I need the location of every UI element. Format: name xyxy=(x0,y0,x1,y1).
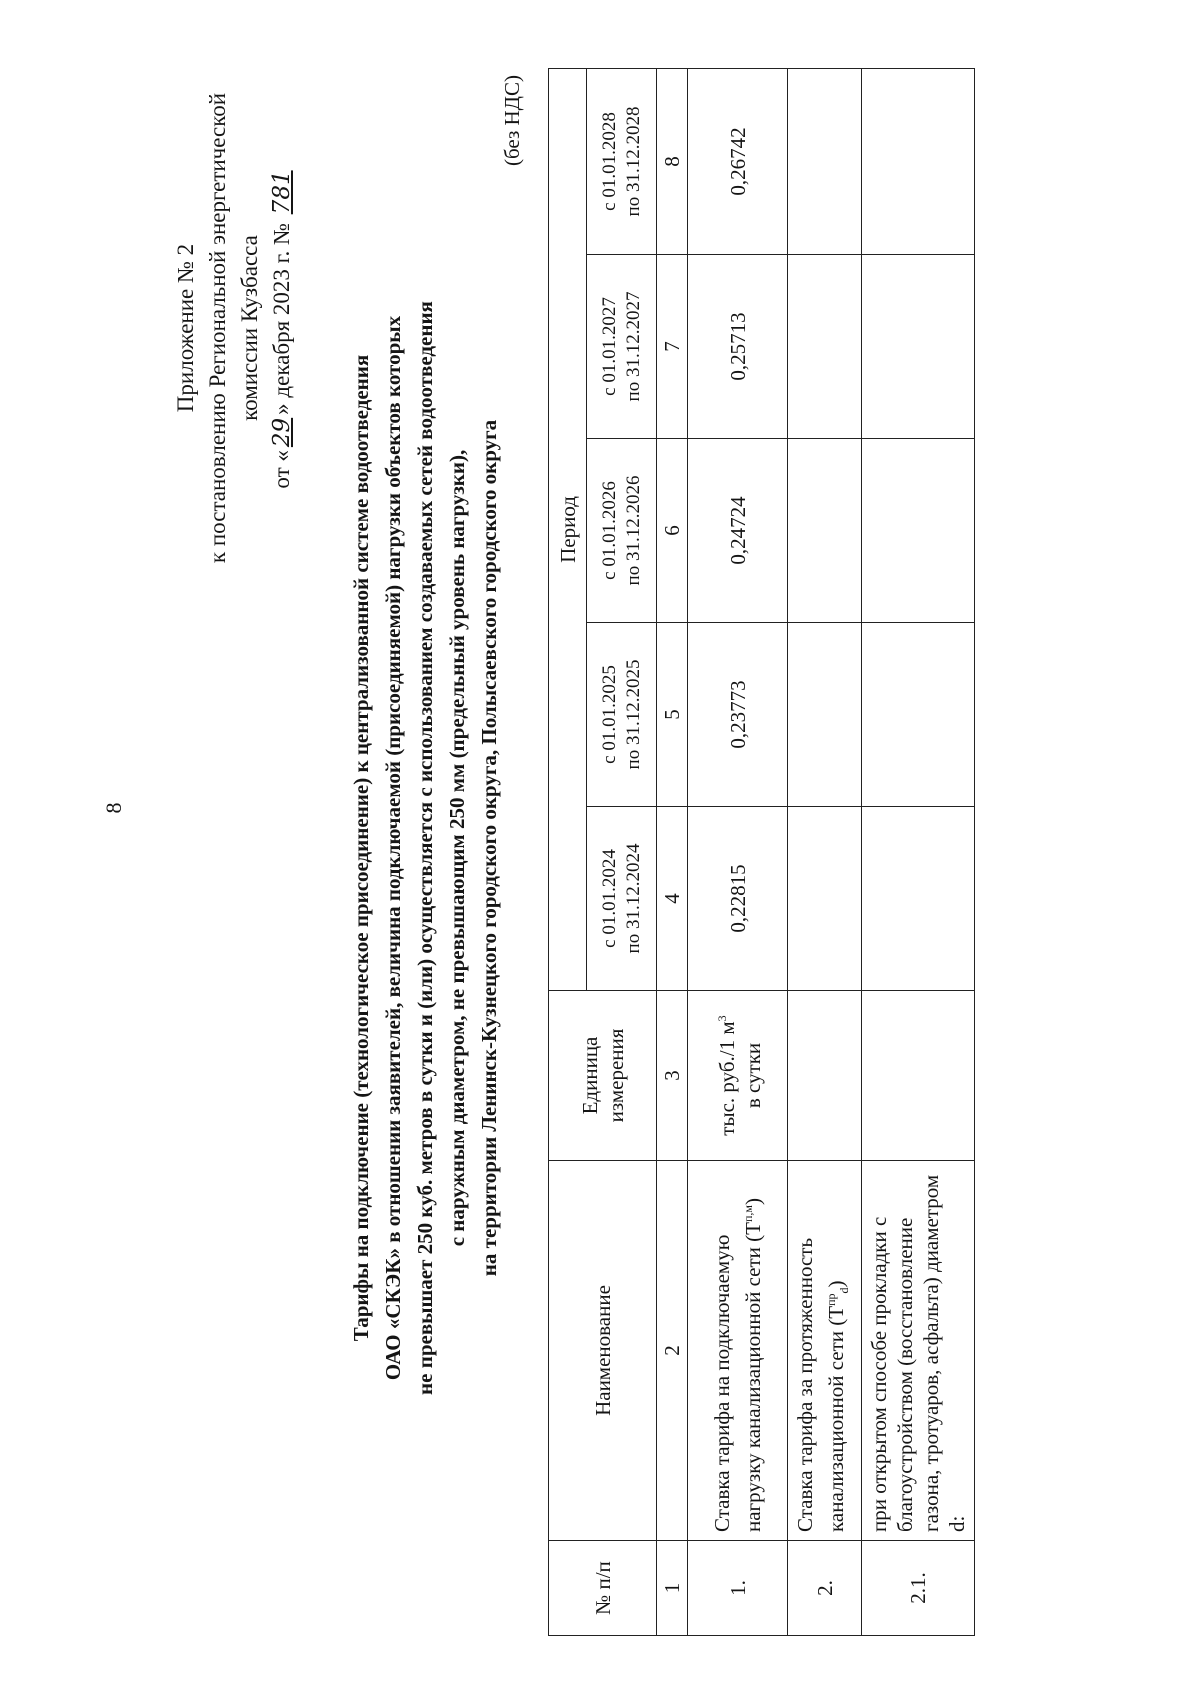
no-vat-note: (без НДС) xyxy=(500,75,524,167)
row-value xyxy=(862,68,975,254)
title-line-2: ОАО «СКЭК» в отношении заявителей, величина подключаемой (присоединяемой) нагрузки объектов которых xyxy=(381,315,405,1381)
decree-number: 781 xyxy=(269,170,295,215)
period-2026: с 01.01.2026 по 31.12.2026 xyxy=(587,439,657,623)
column-number: 7 xyxy=(657,255,688,439)
appendix-line-3: комиссии Кузбасса xyxy=(237,235,262,421)
column-number: 3 xyxy=(657,991,688,1161)
row-name: Ставка тарифа за протяженность канализационной сети $(T^{пр}_d)$ xyxy=(788,1161,862,1541)
appendix-header xyxy=(170,28,298,628)
row-unit xyxy=(788,991,862,1161)
header-unit: Единица измерения xyxy=(549,991,657,1161)
row-num: 2. xyxy=(788,1541,862,1636)
date-middle: » декабря 2023 г. № xyxy=(269,217,294,415)
title-line-5: на территории Ленинск-Кузнецкого городского округа, Полысаевского городского округа xyxy=(477,419,501,1277)
row-value xyxy=(862,255,975,439)
document-title xyxy=(345,158,505,1538)
row-value xyxy=(788,255,862,439)
column-number: 4 xyxy=(657,807,688,991)
column-number-row xyxy=(657,68,688,1635)
column-number: 6 xyxy=(657,439,688,623)
period-2027: с 01.01.2027 по 31.12.2027 xyxy=(587,255,657,439)
column-number: 2 xyxy=(657,1161,688,1541)
title-line-1: Тарифы на подключение (технологическое присоединение) к централизованной системе водоотведения xyxy=(349,354,373,1342)
appendix-line-2: к постановлению Региональной энергетической xyxy=(205,92,230,564)
row-name: при открытом способе прокладки с благоустройством (восстановление газона, тротуаров, асфальта) диаметром d: xyxy=(862,1161,975,1541)
date-day: 29 xyxy=(269,417,295,448)
appendix-date-line xyxy=(266,28,298,628)
row-num: 2.1. xyxy=(862,1541,975,1636)
row-value: 0,25713 xyxy=(688,255,788,439)
header-name: Наименование xyxy=(549,1161,657,1541)
row-value xyxy=(788,68,862,254)
page-number: 8 xyxy=(101,802,126,814)
row-value: 0,23773 xyxy=(688,623,788,807)
row-num: 1. xyxy=(688,1541,788,1636)
row-value xyxy=(862,439,975,623)
row-value xyxy=(862,623,975,807)
title-line-4: с наружным диаметром, не превышающим 250 мм (предельный уровень нагрузки), xyxy=(445,449,469,1247)
row-value xyxy=(788,807,862,991)
period-2028: с 01.01.2028 по 31.12.2028 xyxy=(587,68,657,254)
period-2025: с 01.01.2025 по 31.12.2025 xyxy=(587,623,657,807)
row-value xyxy=(788,623,862,807)
row-unit xyxy=(862,991,975,1161)
period-2024: с 01.01.2024 по 31.12.2024 xyxy=(587,807,657,991)
row-name: Ставка тарифа на подключаемую нагрузку канализационной сети $(T^{п,м})$ xyxy=(688,1161,788,1541)
table-row xyxy=(862,68,975,1635)
row-value: 0,24724 xyxy=(688,439,788,623)
row-value xyxy=(862,807,975,991)
table-row xyxy=(788,68,862,1635)
header-period: Период xyxy=(549,68,587,990)
appendix-line-1: Приложение № 2 xyxy=(173,243,198,413)
column-number: 8 xyxy=(657,68,688,254)
row-unit: тыс. руб./1 $м^3$ в сутки xyxy=(688,991,788,1161)
row-value: 0,22815 xyxy=(688,807,788,991)
date-prefix: от « xyxy=(269,450,294,489)
column-number: 1 xyxy=(657,1541,688,1636)
header-row-1 xyxy=(549,68,587,1635)
row-value: 0,26742 xyxy=(688,68,788,254)
row-value xyxy=(788,439,862,623)
column-number: 5 xyxy=(657,623,688,807)
tariffs-table xyxy=(548,68,975,1636)
header-num: № п/п xyxy=(549,1541,657,1636)
title-line-3: не превышает 250 куб. метров в сутки и (или) осуществляется с использованием создаваемых сетей водоотведения xyxy=(413,301,437,1395)
table-row xyxy=(688,68,788,1635)
